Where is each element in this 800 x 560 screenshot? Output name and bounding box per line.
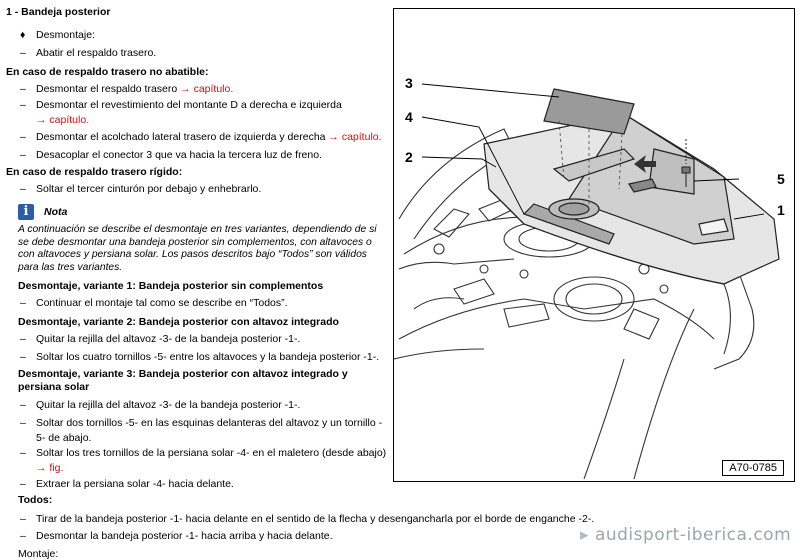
subsection-title: Desmontaje, variante 3: Bandeja posterior con altavoz integrado y [18,368,348,380]
list-item-text: Desmontaje: [36,29,95,41]
list-item: – Continuar el montaje tal como se describe en “Todos”. [18,296,390,311]
section-heading: 1 - Bandeja posterior [6,6,111,18]
note-body: A continuación se describe el desmontaje en tres variantes, dependiendo de si se debe desmontar una bandeja posterior sin complementos, con altavoces o con altavoces y persiana solar. Los pasos descritos bajo “Todos” son válidos para las tres variantes. [18,224,377,273]
callout-1: 1 [777,202,785,218]
callout-5: 5 [777,171,785,187]
list-item-text: Desmontar la bandeja posterior -1- hacia arriba y hacia delante. [36,530,333,542]
list-item-text: Soltar el tercer cinturón por debajo y enhebrarlo. [36,183,262,195]
list-item: – Desmontar el respaldo trasero → capítulo. [20,83,234,95]
subsection-title: Desmontaje, variante 1: Bandeja posterior sin complementos [18,280,324,292]
exploded-view-figure [393,8,795,482]
list-item-text: Continuar el montaje tal como se describe en “Todos”. [36,297,288,309]
list-item-text: Desacoplar el conector 3 que va hacia la tercera luz de freno. [36,149,322,161]
callout-2: 2 [405,149,413,165]
list-item-text: Quitar la rejilla del altavoz -3- de la bandeja posterior -1-. [36,399,301,411]
list-item-text: Soltar los tres tornillos de la persiana solar -4- en el maletero (desde abajo) [36,447,387,459]
list-item: – Desmontar el acolchado lateral trasero de izquierda y derecha → capítulo. [20,131,382,143]
figure-link[interactable]: → fig. [36,462,64,474]
diamond-bullet: ♦ [20,29,26,41]
subsection-title: Desmontaje, variante 2: Bandeja posterior con altavoz integrado [18,316,339,328]
list-item-text: Tirar de la bandeja posterior -1- hacia delante en el sentido de la flecha y desengancharla por el borde de enganche -2-. [36,513,595,525]
subsection-title: En caso de respaldo trasero rígido: [6,166,183,178]
list-item-text: Desmontar el revestimiento del montante D a derecha e izquierda [36,99,342,111]
list-item: – Desacoplar el conector 3 que va hacia la tercera luz de freno. [18,148,390,163]
note-title: Nota [44,206,68,218]
list-item [18,46,390,61]
callout-3: 3 [405,75,413,91]
list-item: – Soltar los cuatro tornillos -5- entre los altavoces y la bandeja posterior -1-. [18,350,390,365]
list-item: – Soltar el tercer cinturón por debajo y enhebrarlo. [18,182,390,197]
list-item: – Quitar la rejilla del altavoz -3- de la bandeja posterior -1-. [18,398,390,413]
subsection-title: En caso de respaldo trasero no abatible: [6,66,209,78]
list-item-text: Desmontar el acolchado lateral trasero de izquierda y derecha [36,131,326,143]
list-item-text: Abatir el respaldo trasero. [36,47,157,59]
list-item: – Desmontar la bandeja posterior -1- hacia arriba y hacia delante. [18,529,618,544]
chapter-link[interactable]: → capítulo. [328,131,382,143]
list-item [18,28,390,43]
list-item-text: Soltar los cuatro tornillos -5- entre los altavoces y la bandeja posterior -1-. [36,351,380,363]
callout-4: 4 [405,109,413,125]
list-item-text: Soltar dos tornillos -5- en las esquinas delanteras del altavoz y un tornillo - [36,417,383,429]
cut-off-line: Montaje: [18,548,59,560]
list-item: – Quitar la rejilla del altavoz -3- de la bandeja posterior -1-. [18,332,390,347]
list-item-text: Desmontar el respaldo trasero [36,83,178,95]
list-item-text: Extraer la persiana solar -4- hacia delante. [36,478,234,490]
subsection-title-cont: persiana solar [18,381,90,393]
rear-shelf-diagram [394,9,794,481]
chapter-link[interactable]: → capítulo. [36,114,90,126]
list-item: – Soltar dos tornillos -5- en las esquinas delanteras del altavoz y un tornillo - 5- de abajo. [20,417,383,444]
list-item: – Extraer la persiana solar -4- hacia delante. [18,477,390,492]
list-item: – Tirar de la bandeja posterior -1- hacia delante en el sentido de la flecha y desengancharla por el borde de enganche -2-. [18,512,618,527]
arrow-icon: ▸ [580,525,595,545]
info-icon: i [18,204,34,220]
list-item-text: Quitar la rejilla del altavoz -3- de la bandeja posterior -1-. [36,333,301,345]
dash-bullet: – [20,47,26,59]
list-item: – Soltar los tres tornillos de la persiana solar -4- en el maletero (desde abajo) → fig. [20,447,387,474]
chapter-link[interactable]: → capítulo. [180,83,234,95]
list-item: – Desmontar el revestimiento del montante D a derecha e izquierda → capítulo. [20,99,342,126]
subsection-title: Todos: [18,494,53,506]
watermark: ▸ audisport-iberica.com [580,525,792,545]
figure-code: A70-0785 [722,460,784,476]
